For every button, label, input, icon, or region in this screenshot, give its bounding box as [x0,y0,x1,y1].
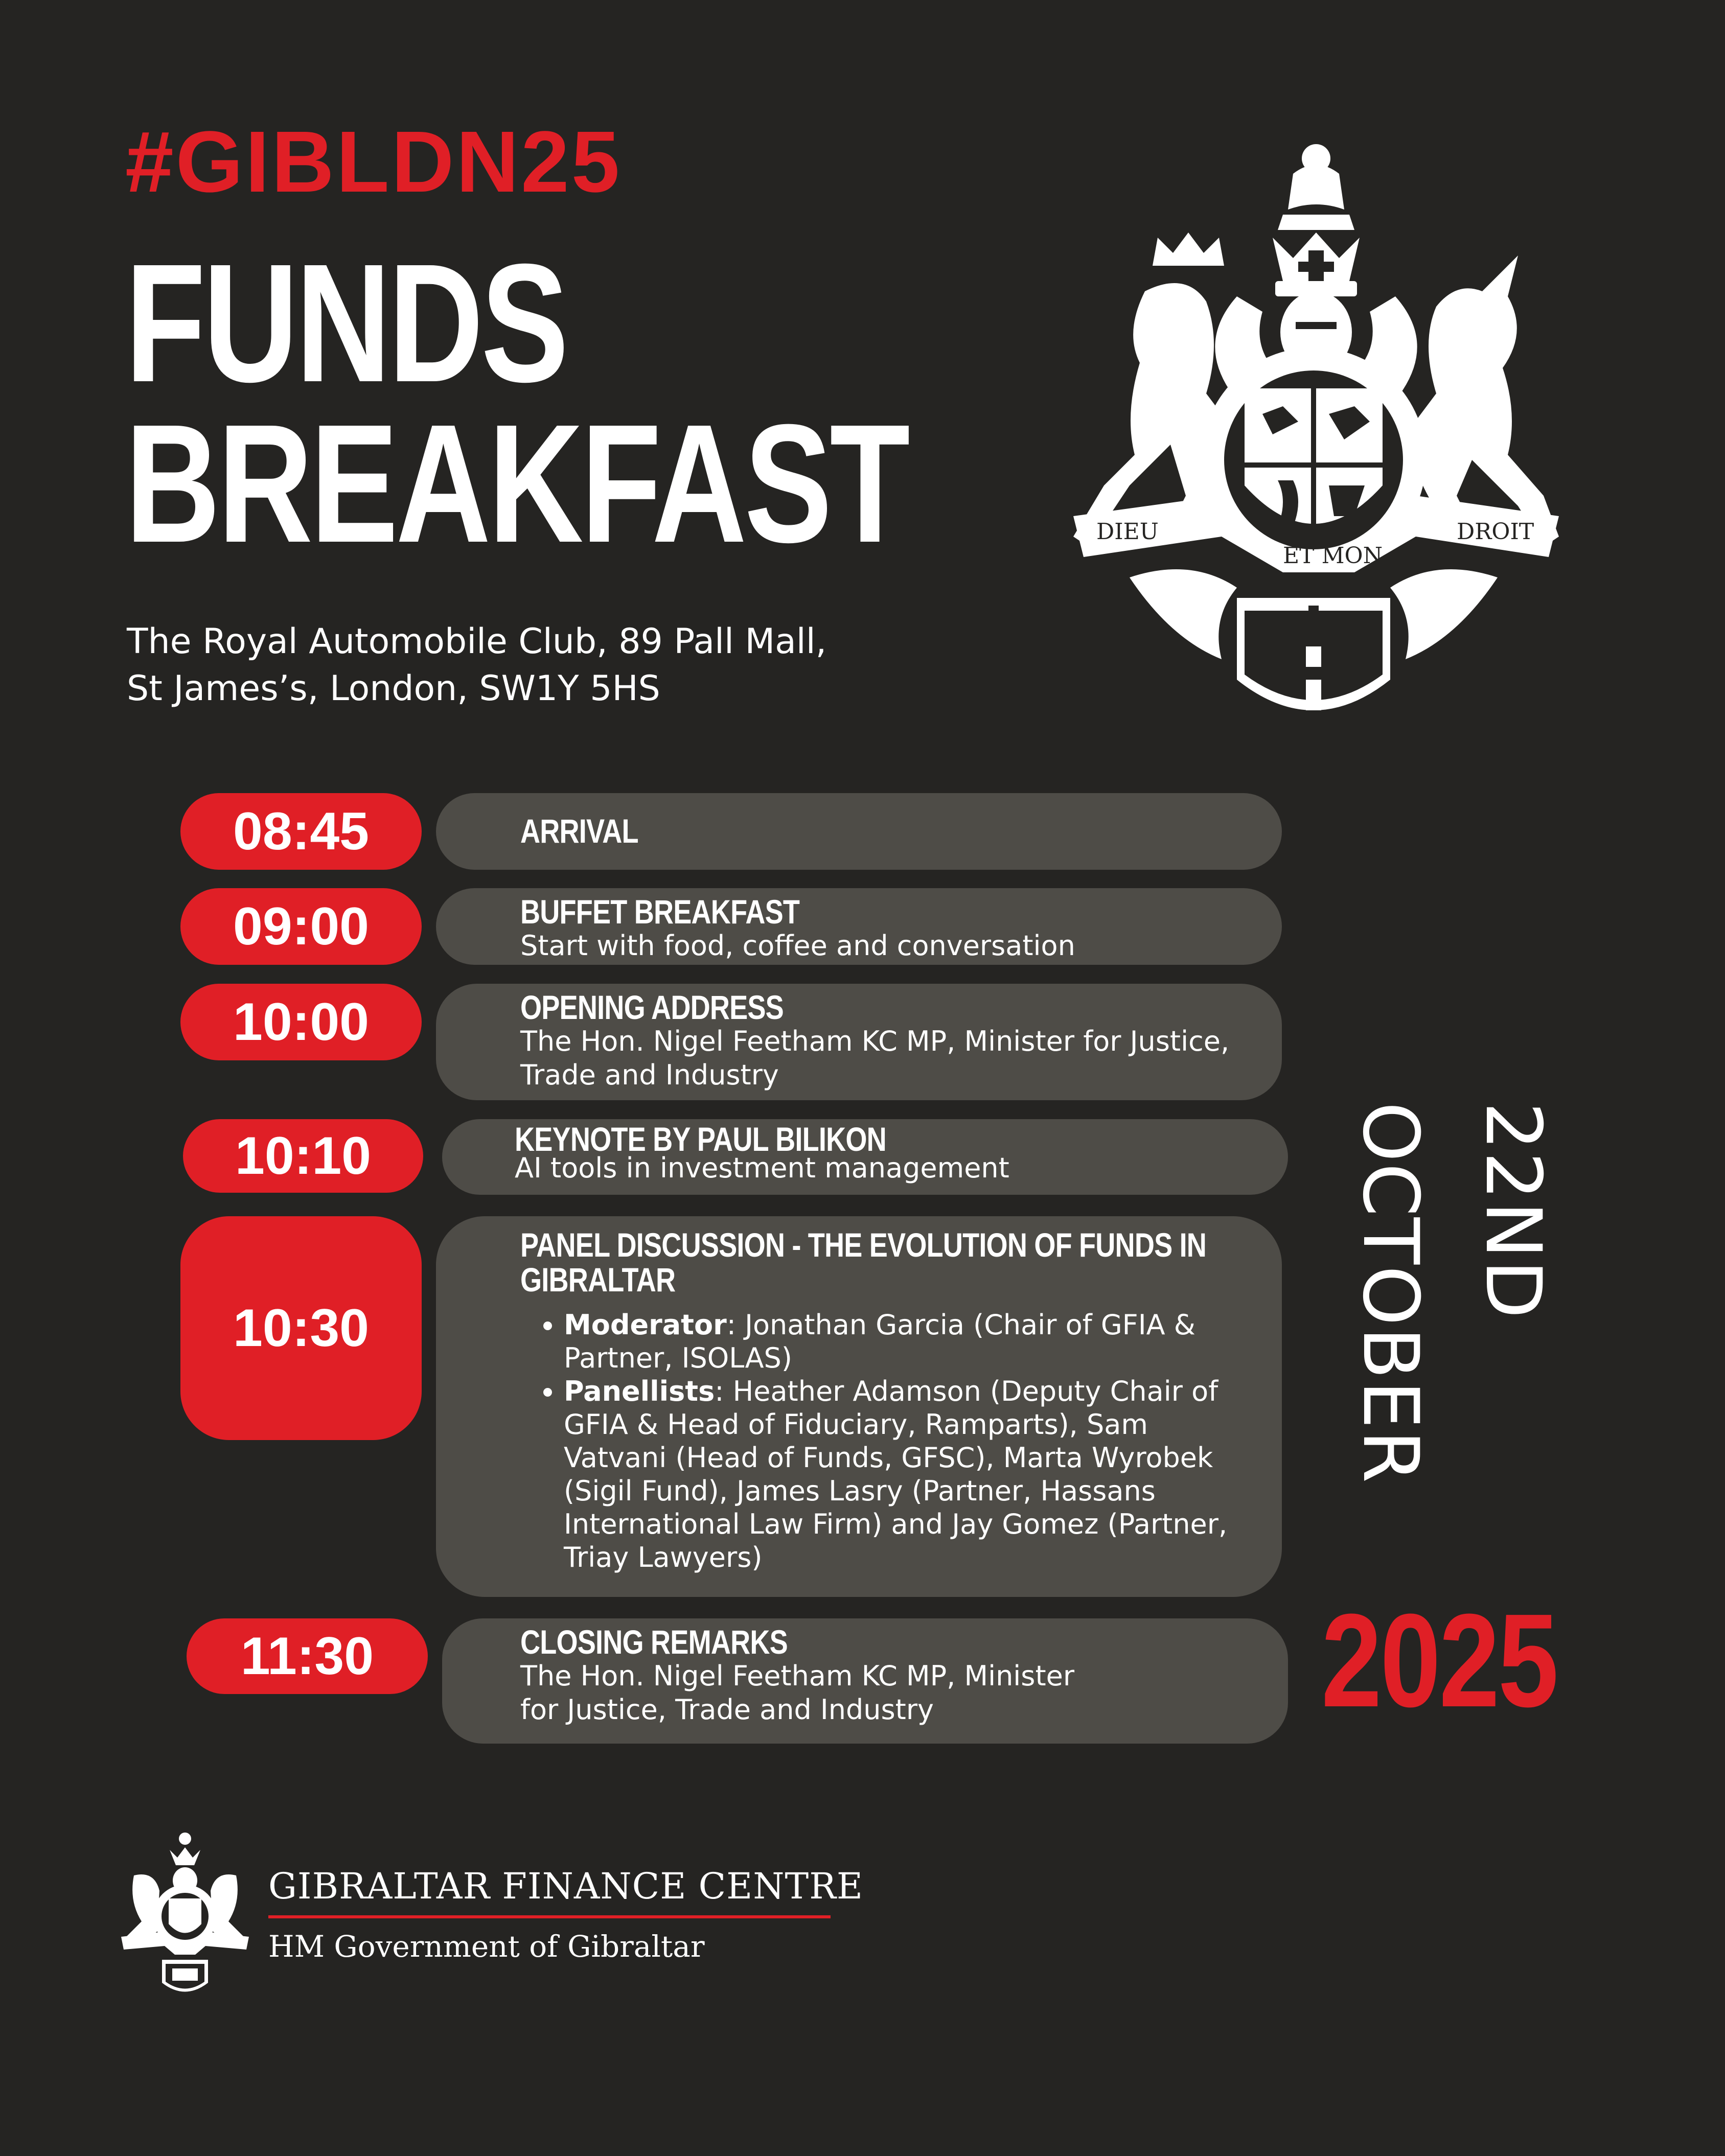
motto-center-text: ET MON [1283,543,1383,569]
bullet-text: : Heather Adamson (Deputy Chair of GFIA & Head of Fiduciary, Ramparts), Sam Vatvani (Head of Funds, GFSC), Marta Wyrobek (Sigil Fund), James Lasry (Partner, Hassans International Law Firm) and Jay Gomez (Partner, Triay Lawyers) [564,1375,1228,1573]
finance-centre-crest-icon [119,1829,251,1998]
agenda-card-opening-address [436,984,1282,1100]
bullet-text: : Jonathan Garcia (Chair of GFIA & Partner, ISOLAS) [564,1309,1195,1374]
event-date-vertical [1339,1058,1564,1528]
agenda-title: ARRIVAL [520,812,638,850]
organization-name: GIBRALTAR FINANCE CENTRE [268,1865,863,1907]
venue-address: The Royal Automobile Club, 89 Pall Mall, St James’s, London, SW1Y 5HS [127,621,827,709]
agenda-card-closing-remarks [442,1618,1288,1744]
motto-right-text: DROIT [1457,519,1534,545]
event-title-line-1: FUNDS [125,228,567,417]
event-year: 2025 [1321,1587,1557,1735]
agenda-title: PANEL DISCUSSION - THE EVOLUTION OF FUNDS IN GIBRALTAR [520,1226,1207,1299]
agenda-card-arrival [436,793,1282,870]
agenda-description: The Hon. Nigel Feetham KC MP, Minister for Justice, Trade and Industry [520,1660,1075,1726]
time-pill-0900: 09:00 [180,888,422,965]
list-item-panellists [564,1375,1246,1574]
organization-subtitle: HM Government of Gibraltar [268,1929,705,1964]
agenda-card-keynote [442,1119,1288,1195]
agenda-title: CLOSING REMARKS [520,1623,788,1661]
event-title-line-2: BREAKFAST [125,388,908,577]
agenda-title: OPENING ADDRESS [520,988,784,1026]
bullet-label: Moderator [564,1309,727,1341]
event-hashtag: #GIBLDN25 [125,113,622,211]
time-pill-1130: 11:30 [187,1618,428,1694]
event-title [125,228,908,577]
panel-participants-list [520,1308,1246,1574]
motto-left-text: DIEU [1096,519,1159,545]
agenda-description: Start with food, coffee and conversation [520,930,1075,962]
agenda-description: AI tools in investment management [515,1152,1009,1184]
list-item-moderator [564,1308,1246,1375]
organization-divider [268,1915,831,1918]
bullet-label: Panellists [564,1375,715,1407]
royal-coat-of-arms-icon [1068,128,1559,746]
agenda-title: KEYNOTE BY PAUL BILIKON [515,1120,886,1158]
time-pill-1010: 10:10 [183,1119,423,1193]
agenda-description: The Hon. Nigel Feetham KC MP, Minister for Justice, Trade and Industry [520,1025,1230,1091]
time-pill-1000: 10:00 [180,984,422,1060]
time-pill-1030: 10:30 [180,1216,422,1440]
agenda-title: BUFFET BREAKFAST [520,893,800,931]
event-date-day: 22ND [1468,1101,1557,1320]
agenda-card-panel-discussion [436,1216,1282,1597]
event-date-month: OCTOBER [1346,1101,1435,1485]
agenda-card-buffet-breakfast [436,888,1282,965]
time-pill-0845: 08:45 [180,793,422,870]
